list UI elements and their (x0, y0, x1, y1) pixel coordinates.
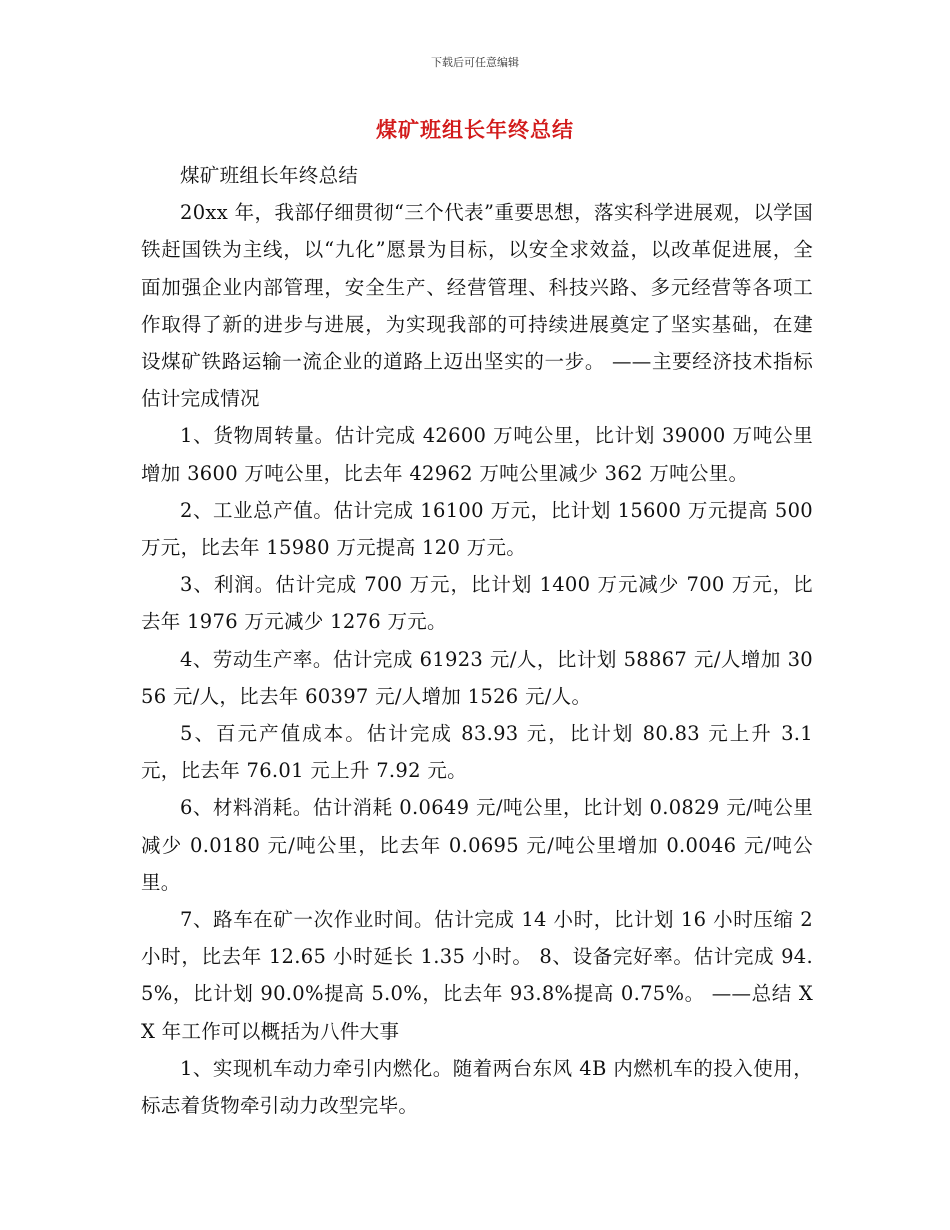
document-title: 煤矿班组长年终总结 (376, 118, 574, 142)
paragraph-item-operation-time: 7、路车在矿一次作业时间。估计完成 14 小时，比计划 16 小时压缩 2 小时，比去年 12.65 小时延长 1.35 小时。 8、设备完好率。估计完成 94.5%，比计划 90.0%提高 5.0%，比去年 93.8%提高 0.75%。 ——总结 XX 年工作可以概括为八件大事 (141, 908, 813, 1043)
paragraph-item-cost: 5、百元产值成本。估计完成 83.93 元，比计划 80.83 元上升 3.1 元，比去年 76.01 元上升 7.92 元。 (141, 722, 813, 783)
paragraph-item-material: 6、材料消耗。估计消耗 0.0649 元/吨公里，比计划 0.0829 元/吨公里减少 0.0180 元/吨公里，比去年 0.0695 元/吨公里增加 0.0046 元/吨公里。 (141, 796, 813, 894)
paragraph-item-profit: 3、利润。估计完成 700 万元，比计划 1400 万元减少 700 万元，比去年 1976 万元减少 1276 万元。 (141, 573, 813, 634)
paragraph-item-productivity: 4、劳动生产率。估计完成 61923 元/人，比计划 58867 元/人增加 3056 元/人，比去年 60397 元/人增加 1526 元/人。 (141, 647, 813, 708)
paragraph-subtitle: 煤矿班组长年终总结 (180, 164, 359, 187)
paragraph-event-locomotive: 1、实现机车动力牵引内燃化。随着两台东风 4B 内燃机车的投入使用，标志着货物牵引动力改型完毕。 (141, 1056, 813, 1118)
paragraph-item-output-value: 2、工业总产值。估计完成 16100 万元，比计划 15600 万元提高 500 万元，比去年 15980 万元提高 120 万元。 (141, 498, 813, 560)
header-note: 下载后可任意编辑 (431, 56, 519, 69)
document-body (141, 157, 813, 1124)
paragraph-intro: 20xx 年，我部仔细贯彻“三个代表”重要思想，落实科学进展观，以学国铁赶国铁为主线，以“九化”愿景为目标，以安全求效益，以改革促进展，全面加强企业内部管理，安全生产、经营管理、科技兴路、多元经营等各项工作取得了新的进步与进展，为实现我部的可持续进展奠定了坚实基础，在建设煤矿铁路运输一流企业的道路上迈出坚实的一步。 ——主要经济技术指标估计完成情况 (141, 201, 813, 411)
paragraph-item-freight: 1、货物周转量。估计完成 42600 万吨公里，比计划 39000 万吨公里增加 3600 万吨公里，比去年 42962 万吨公里减少 362 万吨公里。 (141, 424, 813, 485)
